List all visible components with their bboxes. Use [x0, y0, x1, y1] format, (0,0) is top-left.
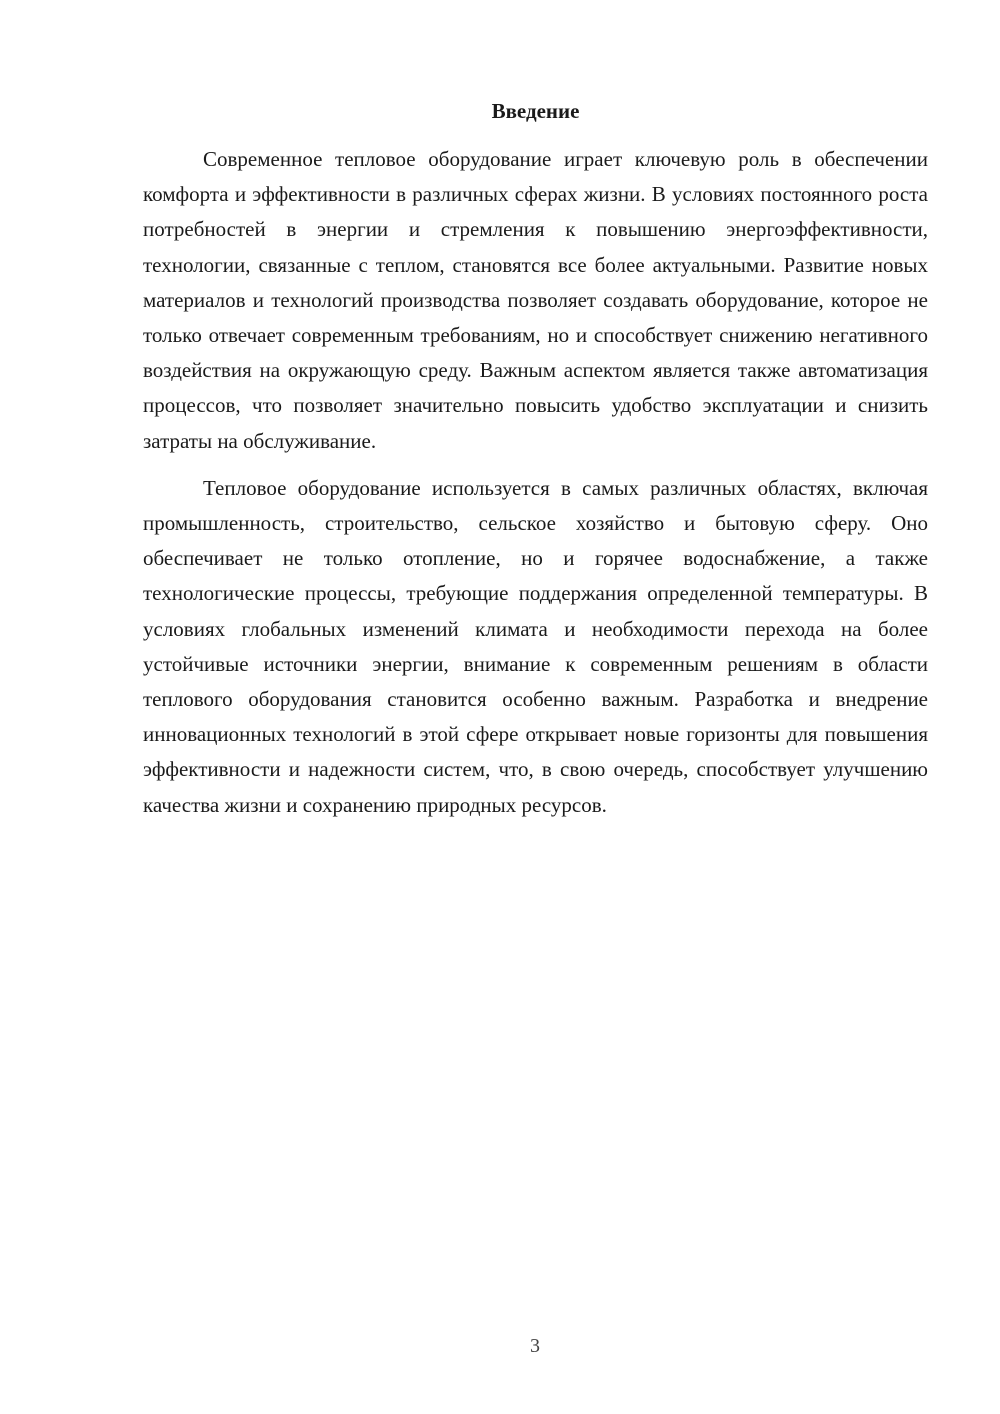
page-title: Введение: [491, 99, 580, 123]
paragraph-intro: Современное тепловое оборудование играет ключевую роль в обеспечении комфорта и эффективности в различных сферах жизни. В условиях постоянного роста потребностей в энергии и стремления к повышению энергоэффективности, технологии, связанные с теплом, становятся все более актуальными. Развитие новых материалов и технологий производства позволяет создавать оборудование, которое не только отвечает современным требованиям, но и способствует снижению негативного воздействия на окружающую среду. Важным аспектом является также автоматизация процессов, что позволяет значительно повысить удобство эксплуатации и снизить затраты на обслуживание.: [143, 147, 928, 453]
page-number: 3: [530, 1335, 540, 1357]
body-text: [143, 142, 928, 823]
paragraph-applications: Тепловое оборудование используется в самых различных областях, включая промышленность, строительство, сельское хозяйство и бытовую сферу. Оно обеспечивает не только отопление, но и горячее водоснабжение, а также технологические процессы, требующие поддержания определенной температуры. В условиях глобальных изменений климата и необходимости перехода на более устойчивые источники энергии, внимание к современным решениям в области теплового оборудования становится особенно важным. Разработка и внедрение инновационных технологий в этой сфере открывает новые горизонты для повышения эффективности и надежности систем, что, в свою очередь, способствует улучшению качества жизни и сохранению природных ресурсов.: [143, 475, 928, 817]
